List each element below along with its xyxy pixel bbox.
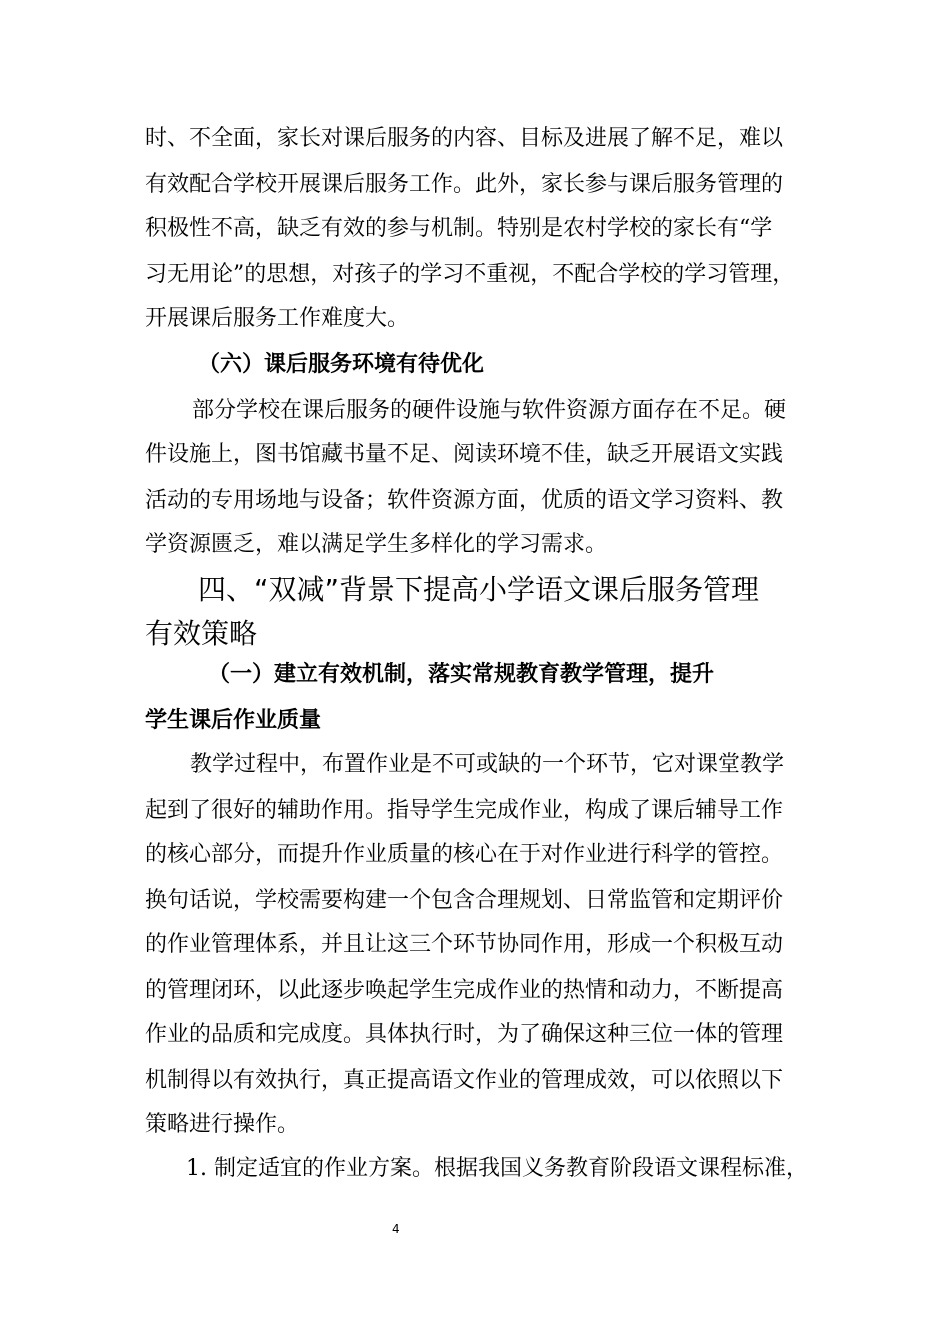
subheading: 学生课后作业质量: [145, 708, 322, 733]
paragraph-line: 时、不全面，家长对课后服务的内容、目标及进展了解不足，难以: [145, 126, 784, 151]
paragraph-line: 积极性不高，缺乏有效的参与机制。特别是农村学校的家长有“学: [145, 216, 773, 241]
subheading: （六）课后服务环境有待优化: [198, 352, 485, 377]
paragraph-line: 策略进行操作。: [145, 1112, 300, 1137]
paragraph-line: 的核心部分，而提升作业质量的核心在于对作业进行科学的管控。: [145, 842, 784, 867]
paragraph-line: 教学过程中，布置作业是不可或缺的一个环节，它对课堂教学: [190, 752, 785, 777]
paragraph-line: 作业的品质和完成度。具体执行时，为了确保这种三位一体的管理: [145, 1022, 784, 1047]
paragraph-line: 的管理闭环，以此逐步唤起学生完成作业的热情和动力，不断提高: [145, 978, 784, 1003]
subheading: （一）建立有效机制，落实常规教育教学管理，提升: [208, 662, 715, 687]
paragraph-line: 部分学校在课后服务的硬件设施与软件资源方面存在不足。硬: [192, 398, 787, 423]
paragraph-line: 机制得以有效执行，真正提高语文作业的管理成效，可以依照以下: [145, 1068, 784, 1093]
paragraph-line: 习无用论”的思想，对孩子的学习不重视，不配合学校的学习管理，: [145, 262, 795, 287]
paragraph-line: 换句话说，学校需要构建一个包含合理规划、日常监管和定期评价: [145, 888, 784, 913]
paragraph-line: 件设施上，图书馆藏书量不足、阅读环境不佳，缺乏开展语文实践: [145, 442, 784, 467]
section-heading: 有效策略: [145, 617, 258, 650]
paragraph-line: 活动的专用场地与设备；软件资源方面，优质的语文学习资料、教: [145, 488, 784, 513]
paragraph-line: 学资源匮乏，难以满足学生多样化的学习需求。: [145, 532, 608, 557]
section-heading: 四、“双减”背景下提高小学语文课后服务管理: [198, 573, 760, 606]
paragraph-line: 起到了很好的辅助作用。指导学生完成作业，构成了课后辅导工作: [145, 798, 784, 823]
paragraph-line: 的作业管理体系，并且让这三个环节协同作用，形成一个积极互动: [145, 932, 784, 957]
paragraph-line: 有效配合学校开展课后服务工作。此外，家长参与课后服务管理的: [145, 172, 784, 197]
paragraph-line: 开展课后服务工作难度大。: [145, 306, 410, 331]
list-item: 1. 制定适宜的作业方案。根据我国义务教育阶段语文课程标准，: [186, 1156, 808, 1181]
page-number: 4: [392, 1222, 400, 1236]
